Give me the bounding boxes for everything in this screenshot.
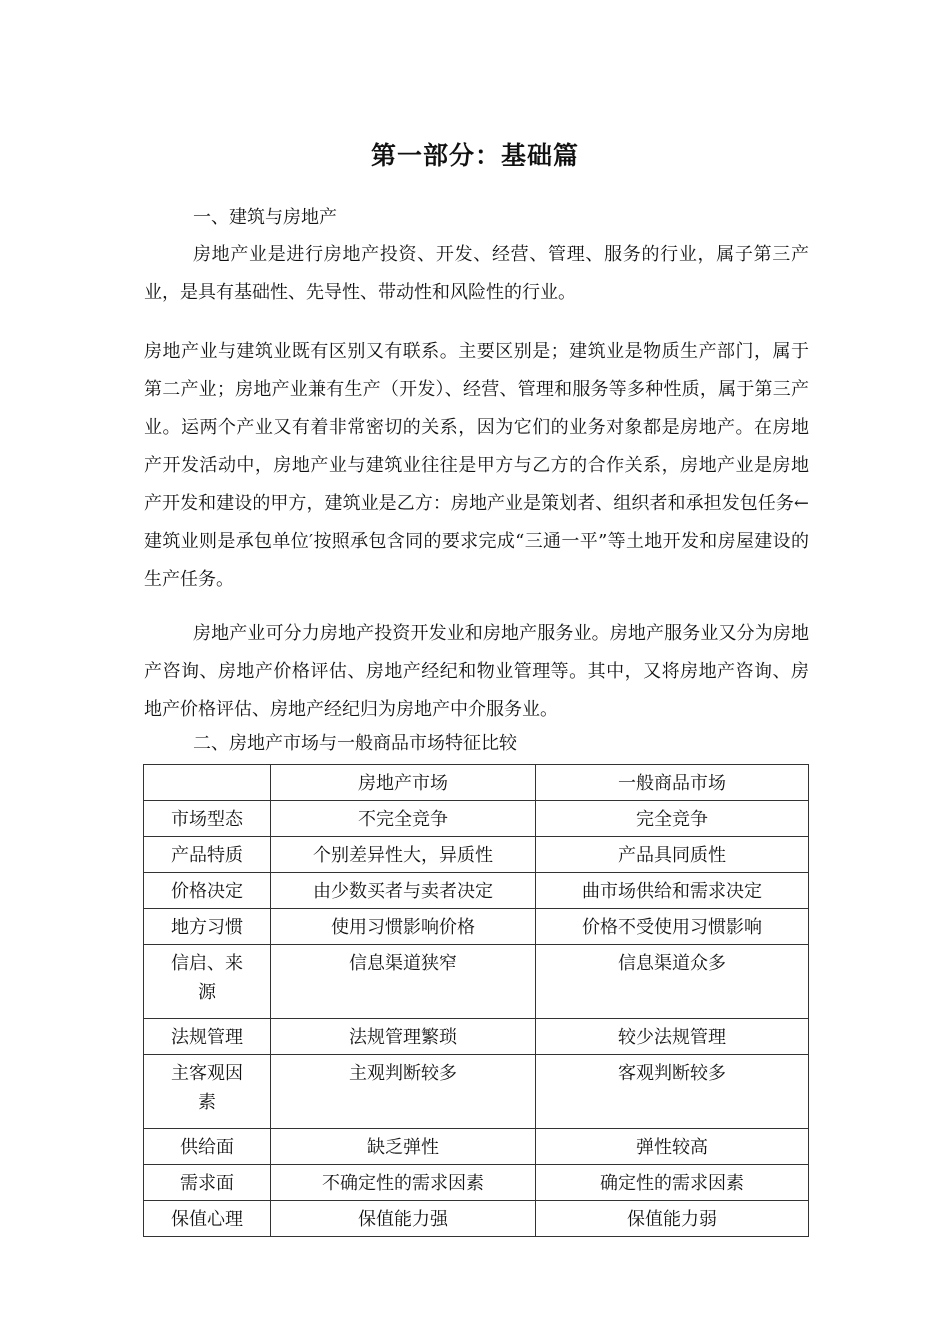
table-row-label: 市场型态 (144, 801, 271, 837)
table-row (144, 1129, 809, 1165)
table-cell: 产品具同质性 (536, 837, 809, 873)
table-cell: 使用习惯影响价格 (271, 909, 536, 945)
paragraph-2: 房地产业与建筑业既有区别又有联系。主要区别是；建筑业是物质生产部门，属于第二产业；房地产业兼有生产（开发）、经营、管理和服务等多种性质，属于第三产业。运两个产业又有着非常密切的关系，因为它们的业务对象都是房地产。在房地产开发活动中，房地产业与建筑业往往是甲方与乙方的合作关系，房地产业是房地产开发和建设的甲方，建筑业是乙方：房地产业是策划者、组织者和承担发包任务←建筑业则是承包单位′按照承包含同的要求完成“三通一平”等土地开发和房屋建设的生产任务。 (144, 341, 809, 590)
table-row-label: 主客观因素 (144, 1055, 271, 1129)
table-row (144, 1055, 809, 1129)
table-cell: 较少法规管理 (536, 1019, 809, 1055)
table-row (144, 837, 809, 873)
table-header-row (144, 765, 809, 801)
table-row (144, 909, 809, 945)
table-row-label: 保值心理 (144, 1201, 271, 1237)
section-2-heading: 二、房地产市场与一般商品市场特征比较 (193, 733, 517, 754)
table-cell: 缺乏弹性 (271, 1129, 536, 1165)
table-cell: 确定性的需求因素 (536, 1165, 809, 1201)
table-row (144, 873, 809, 909)
table-row (144, 1019, 809, 1055)
table-row (144, 1201, 809, 1237)
table-row-label: 供给面 (144, 1129, 271, 1165)
table-cell: 曲市场供给和需求决定 (536, 873, 809, 909)
table-row-label: 信启、来源 (144, 945, 271, 1019)
paragraph-3: 房地产业可分力房地产投资开发业和房地产服务业。房地产服务业又分为房地产咨询、房地产价格评估、房地产经纪和物业管理等。其中，又将房地产咨询、房地产价格评估、房地产经纪归为房地产中介服务业。 (144, 623, 809, 720)
table-row-label: 需求面 (144, 1165, 271, 1201)
table-row-label: 价格决定 (144, 873, 271, 909)
table-cell: 信息渠道狭窄 (271, 945, 536, 1019)
page-title: 第一部分：基础篇 (370, 141, 579, 170)
table-cell: 客观判断较多 (536, 1055, 809, 1129)
table-row (144, 801, 809, 837)
table-row-label: 法规管理 (144, 1019, 271, 1055)
table-row-label: 地方习惯 (144, 909, 271, 945)
table-row (144, 945, 809, 1019)
table-cell: 完全竞争 (536, 801, 809, 837)
table-cell: 弹性较高 (536, 1129, 809, 1165)
table-cell: 法规管理繁琐 (271, 1019, 536, 1055)
table-header-cell: 一般商品市场 (536, 765, 809, 801)
table-cell: 保值能力强 (271, 1201, 536, 1237)
paragraph-1: 房地产业是进行房地产投资、开发、经营、管理、服务的行业，属子第三产业，是具有基础性、先导性、带动性和风险性的行业。 (144, 244, 809, 303)
table-cell: 价格不受使用习惯影响 (536, 909, 809, 945)
table-cell: 保值能力弱 (536, 1201, 809, 1237)
table-cell: 由少数买者与卖者决定 (271, 873, 536, 909)
table-row-label: 产品特质 (144, 837, 271, 873)
table-cell: 不完全竞争 (271, 801, 536, 837)
table-cell: 不确定性的需求因素 (271, 1165, 536, 1201)
table-header-cell (144, 765, 271, 801)
section-1-heading: 一、建筑与房地产 (193, 207, 337, 228)
table-cell: 信息渠道众多 (536, 945, 809, 1019)
table-row (144, 1165, 809, 1201)
table-header-cell: 房地产市场 (271, 765, 536, 801)
comparison-table (143, 764, 809, 1237)
table-cell: 个别差异性大，异质性 (271, 837, 536, 873)
table-cell: 主观判断较多 (271, 1055, 536, 1129)
